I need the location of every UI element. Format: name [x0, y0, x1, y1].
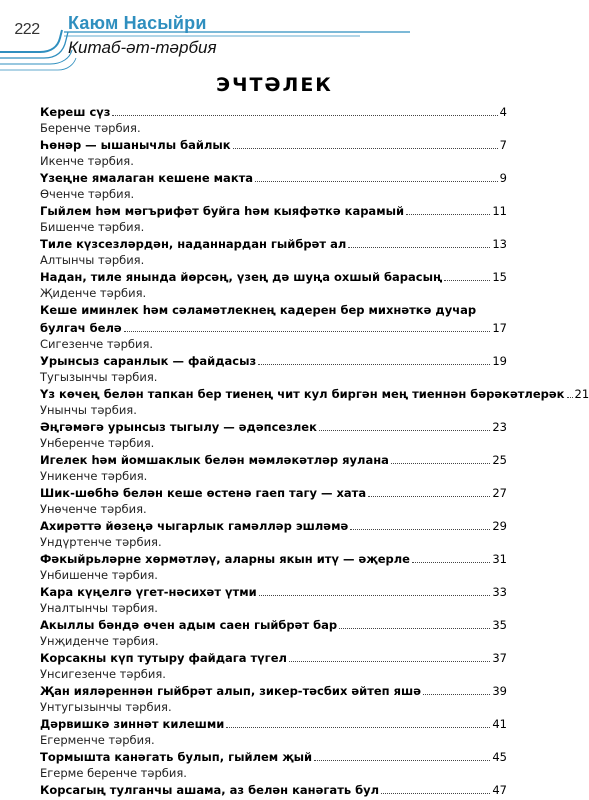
toc-entry[interactable]	[40, 502, 507, 535]
toc-entry-title: Тормышта канәгать булып, гыйлем җый	[40, 750, 313, 764]
toc-entry-title: Фәкыйрьләрне хөрмәтләү, аларны якын итү — әҗерле	[40, 552, 410, 566]
dot-leader	[112, 115, 497, 116]
page-header	[0, 0, 549, 80]
toc-page-number: 33	[492, 585, 507, 599]
toc-entry-title: Корсагың тулганчы ашама, аз белән канәгать бул	[40, 783, 380, 797]
toc-chapter-label: Унынчы тәрбия.	[40, 403, 137, 417]
dot-leader	[259, 595, 491, 596]
toc-entry-title: булгач белә	[40, 321, 122, 335]
dot-leader	[444, 280, 490, 281]
toc-chapter-label: Сигезенче тәрбия.	[40, 337, 154, 351]
toc-entry-title: Кереш сүз	[40, 105, 111, 119]
toc-page-number: 9	[499, 171, 507, 185]
toc-entry[interactable]	[40, 766, 507, 799]
toc-page-number: 31	[492, 552, 507, 566]
toc-page-number: 13	[492, 237, 507, 251]
toc-entry-title: Җан ияләреннән гыйбрәт алып, зикер-тәсбих әйтеп яшә	[40, 684, 422, 698]
toc-entry-line	[40, 649, 507, 667]
dot-leader	[412, 562, 490, 563]
dot-leader	[423, 694, 490, 695]
toc-entry[interactable]	[40, 220, 507, 253]
dot-leader	[255, 181, 498, 182]
toc-entry-line	[40, 451, 507, 469]
toc-entry-title: Шик-шөбһә белән кеше өстенә гаеп тагу — хата	[40, 486, 367, 500]
toc-chapter-label: Егерме беренче тәрбия.	[40, 766, 187, 780]
toc-chapter-label: Беренче тәрбия.	[40, 121, 141, 135]
toc-entry-title: Корсакны күп тутыру файдага түгел	[40, 651, 287, 665]
toc-entry-line	[40, 583, 507, 601]
toc-entry-line	[40, 550, 507, 568]
dot-leader	[368, 496, 490, 497]
toc-chapter-label: Унсигезенче тәрбия.	[40, 667, 166, 681]
toc-entry-line	[40, 781, 507, 799]
toc-title: ЭЧТӘЛЕК	[216, 74, 333, 96]
toc-entry-line	[40, 715, 507, 733]
toc-page-number: 21	[574, 387, 589, 401]
toc-entry[interactable]	[40, 667, 507, 700]
toc-chapter-label: Унҗиденче тәрбия.	[40, 634, 159, 648]
toc-chapter-label: Тугызынчы тәрбия.	[40, 370, 158, 384]
toc-entry-line	[40, 418, 507, 436]
toc-entry-line	[40, 385, 589, 403]
toc-entry-line	[40, 103, 507, 121]
toc-entry[interactable]	[40, 154, 507, 187]
toc-page-number: 35	[492, 618, 507, 632]
author-name: Каюм Насыйри	[68, 13, 207, 33]
toc-chapter-label: Унөченче тәрбия.	[40, 502, 147, 516]
toc-entry[interactable]	[40, 535, 507, 568]
page-number: 222	[14, 21, 40, 38]
toc-entry-title: Үзеңне ямалаган кешене макта	[40, 171, 254, 185]
toc-page-number: 45	[492, 750, 507, 764]
toc-chapter-label: Өченче тәрбия.	[40, 187, 135, 201]
dot-leader	[567, 397, 573, 398]
dot-leader	[350, 529, 490, 530]
toc-page-number: 37	[492, 651, 507, 665]
dot-leader	[406, 214, 490, 215]
toc-page-number: 15	[492, 270, 507, 284]
dot-leader	[319, 430, 490, 431]
toc-chapter-label: Уналтынчы тәрбия.	[40, 601, 158, 615]
toc-chapter-label: Алтынчы тәрбия.	[40, 253, 145, 267]
toc-entry[interactable]	[40, 436, 507, 469]
toc-entry[interactable]	[40, 187, 507, 220]
dot-leader	[348, 247, 490, 248]
toc-entry-line	[40, 319, 507, 337]
toc-entry-title: Ахирәттә йөзеңә чыгарлык гамәлләр эшләмә	[40, 519, 349, 533]
toc-entry-title: Дәрвишкә зиннәт килешми	[40, 717, 225, 731]
dot-leader	[391, 463, 490, 464]
toc-entry[interactable]	[40, 634, 507, 667]
toc-page-number: 7	[499, 138, 507, 152]
toc-entry-line	[40, 682, 507, 700]
toc-page-number: 27	[492, 486, 507, 500]
dot-leader	[233, 148, 498, 149]
toc-entry-title: Надан, тиле янында йөрсәң, үзең дә шуңа охшый барасың	[40, 270, 443, 284]
toc-entry-title: Гыйлем һәм мәгърифәт буйга һәм кыяфәткә карамый	[40, 204, 405, 218]
toc-chapter-label: Икенче тәрбия.	[40, 154, 134, 168]
toc-page-number: 23	[492, 420, 507, 434]
toc-entry-title: Игелек һәм йомшаклык белән мәмләкәтләр яулана	[40, 453, 389, 467]
toc-page-number: 29	[492, 519, 507, 533]
toc-entry[interactable]	[40, 568, 507, 601]
toc-chapter-label: Унтугызынчы тәрбия.	[40, 700, 172, 714]
dot-leader	[124, 331, 491, 332]
toc-page-number: 11	[492, 204, 507, 218]
toc-entry-title: Акыллы бәндә өчен адым саен гыйбрәт бар	[40, 618, 338, 632]
toc-entry-line	[40, 517, 507, 535]
toc-entry-line	[40, 169, 507, 187]
toc-chapter-label: Ундүртенче тәрбия.	[40, 535, 162, 549]
toc-entry-line	[40, 235, 507, 253]
toc-chapter-label: Унбишенче тәрбия.	[40, 568, 158, 582]
dot-leader	[226, 727, 490, 728]
toc-chapter-label: Егерменче тәрбия.	[40, 733, 155, 747]
toc-page-number: 41	[492, 717, 507, 731]
toc-page-number: 25	[492, 453, 507, 467]
toc-chapter-label: Уникенче тәрбия.	[40, 469, 148, 483]
toc-entry-title: Урынсыз саранлык — файдасыз	[40, 354, 257, 368]
toc-entry[interactable]	[40, 286, 507, 337]
toc-entry-title: Әңгәмәгә урынсыз тыгылу — әдәпсезлек	[40, 420, 317, 434]
toc-entry-title-line1: Кеше иминлек һәм сәламәтлекнең кадерен бер михнәткә дучар	[40, 303, 477, 317]
toc-page-number: 17	[492, 321, 507, 335]
toc-entry[interactable]	[40, 403, 507, 436]
table-of-contents	[40, 97, 589, 799]
toc-entry[interactable]	[40, 733, 507, 766]
toc-entry-title: Үз көчең белән тапкан бер тиенең чит кул биргән мең тиеннән бәрәкәтлерәк	[40, 387, 565, 401]
dot-leader	[339, 628, 490, 629]
dot-leader	[258, 364, 490, 365]
toc-entry[interactable]	[40, 337, 507, 370]
toc-chapter-label: Бишенче тәрбия.	[40, 220, 145, 234]
toc-entry[interactable]	[40, 700, 507, 733]
toc-entry-line	[40, 268, 507, 286]
toc-page-number: 4	[499, 105, 507, 119]
toc-entry-line	[40, 202, 507, 220]
book-title: Китаб-әт-тәрбия	[68, 38, 217, 57]
toc-entry[interactable]	[40, 469, 507, 502]
toc-entry-title: Кара күңелгә үгет-нәсихәт үтми	[40, 585, 257, 599]
toc-page-number: 19	[492, 354, 507, 368]
toc-entry-line	[40, 136, 507, 154]
toc-entry-line	[40, 352, 507, 370]
dot-leader	[381, 793, 490, 794]
toc-entry-line	[40, 748, 507, 766]
toc-entry-title: Һөнәр — ышанычлы байлык	[40, 138, 231, 152]
toc-entry-line	[40, 616, 507, 634]
toc-entry[interactable]	[40, 601, 507, 634]
toc-entry-title: Тиле күзсезләрдән, наданнардан гыйбрәт ал	[40, 237, 347, 251]
toc-page-number: 39	[492, 684, 507, 698]
toc-entry-line	[40, 484, 507, 502]
toc-entry[interactable]	[40, 253, 507, 286]
toc-page-number: 47	[492, 783, 507, 797]
dot-leader	[289, 661, 490, 662]
toc-chapter-label: Җиденче тәрбия.	[40, 286, 147, 300]
toc-entry[interactable]	[40, 121, 507, 154]
toc-entry[interactable]	[40, 103, 507, 121]
toc-chapter-label: Унберенче тәрбия.	[40, 436, 155, 450]
toc-entry[interactable]	[40, 370, 589, 403]
dot-leader	[314, 760, 490, 761]
